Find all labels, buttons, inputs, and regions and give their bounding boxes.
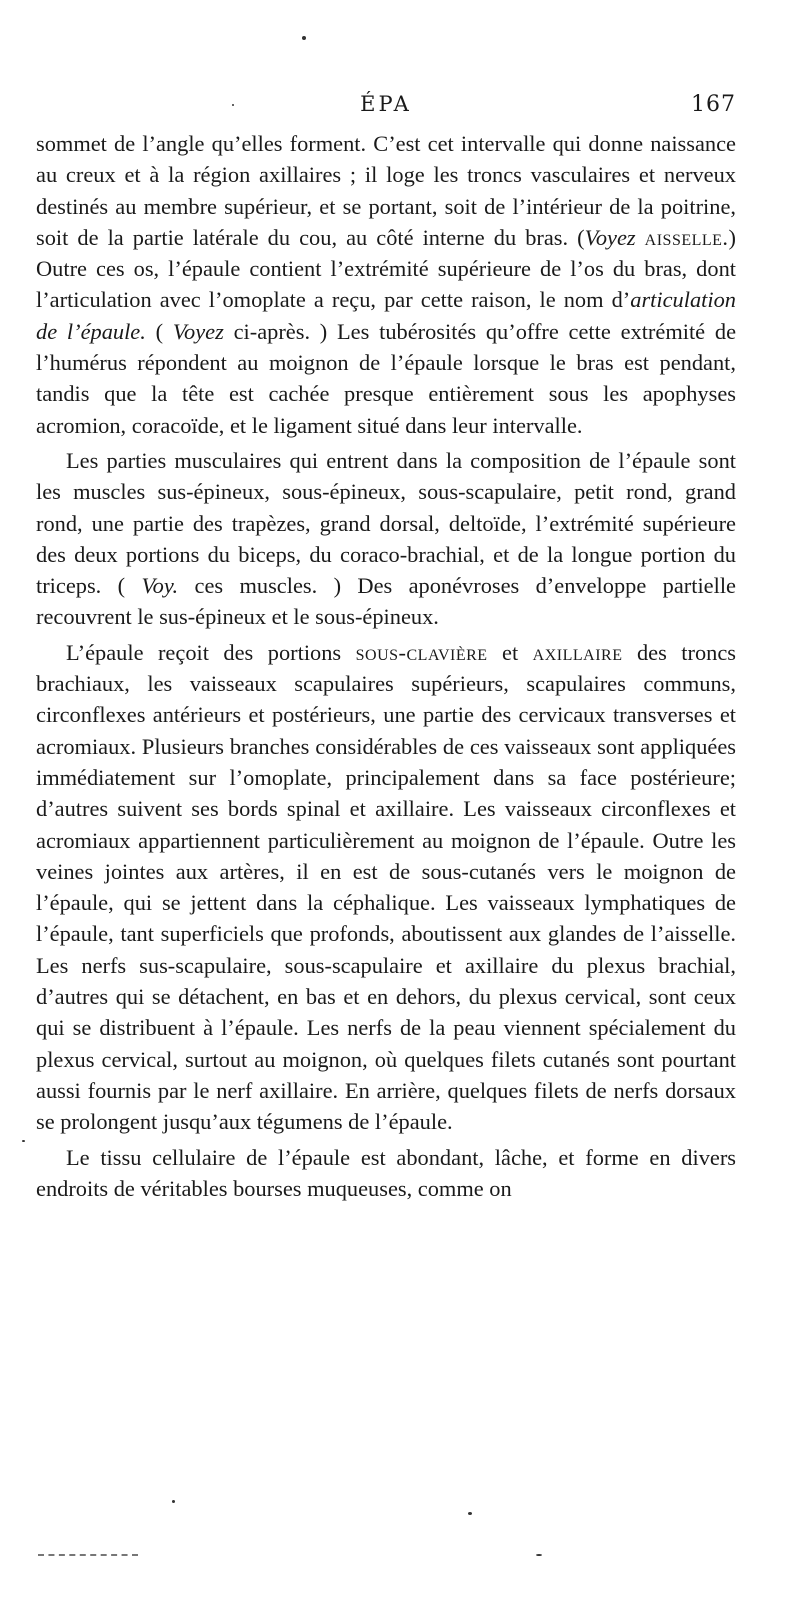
text-run: ces muscles. ) Des aponévroses d’enveloppe partielle recouvrent le sus-épineux et le sous-épineux. bbox=[36, 573, 736, 630]
running-head: ÉPA bbox=[360, 92, 412, 116]
footer-rule bbox=[38, 1554, 138, 1560]
text-run: et bbox=[487, 639, 533, 665]
ink-speck bbox=[172, 1500, 175, 1503]
text-run: Les parties musculaires qui entrent dans la composition de l’épaule sont les muscles sus-épineux, sous-épineux, sous-scapulaire, petit rond, grand rond, une partie des trapèzes, grand dorsal, deltoïde, l’extrémité supérieure des deux portions du biceps, du coraco-brachial, et de la longue portion du triceps. ( bbox=[36, 447, 736, 599]
paragraph bbox=[36, 128, 736, 441]
text-run: ci-après. ) Les tubérosités qu’offre cette extrémité de l’humérus répondent au moignon de l’épaule lorsque le bras est pendant, tandis que la tête est cachée presque entièrement sous les apophyses acromion, coracoïde, et le ligament situé dans leur intervalle. bbox=[36, 318, 737, 438]
italic-text: Voyez bbox=[584, 224, 636, 250]
ink-speck bbox=[536, 1554, 542, 1556]
small-caps-text: aisselle. bbox=[644, 224, 729, 250]
ink-speck bbox=[302, 36, 306, 40]
italic-text: articulation de l’épaule. bbox=[36, 287, 736, 344]
text-run bbox=[636, 225, 645, 250]
paragraph bbox=[36, 445, 736, 633]
text-run: Le tissu cellulaire de l’épaule est abondant, lâche, et forme en divers endroits de véritables bourses muqueuses, comme on bbox=[36, 1144, 736, 1201]
text-run: des troncs brachiaux, les vaisseaux scapulaires supérieurs, scapulaires communs, circonflexes antérieurs et postérieurs, une partie des cervicaux transverses et acromiaux. Plusieurs branches considérables de ces vaisseaux sont appliquées immédiatement sur l’omoplate, principalement dans sa face postérieure; d’autres suivent ses bords spinal et axillaire. Les vaisseaux circonflexes et acromiaux appartiennent particulièrement au moignon de l’épaule. Outre les veines jointes aux artères, il en est de sous-cutanés vers le moignon de l’épaule, qui se jettent dans la céphalique. Les vaisseaux lymphatiques de l’épaule, tant superficiels que profonds, aboutissent aux glandes de l’aisselle. Les nerfs sus-scapulaire, sous-scapulaire et axillaire du plexus brachial, d’autres qui se détachent, en bas et en dehors, du plexus cervical, sont ceux qui se distribuent à l’épaule. Les nerfs de la peau viennent spécialement du plexus cervical, surtout au moignon, où quelques filets cutanés sont pourtant aussi fournis par le nerf axillaire. En arrière, quelques filets de nerfs dorsaux se prolongent jusqu’aux tégumens de l’épaule. bbox=[36, 639, 737, 1135]
ink-speck bbox=[468, 1512, 472, 1515]
paragraph bbox=[36, 637, 736, 1138]
text-run: sommet de l’angle qu’elles forment. C’est cet intervalle qui donne naissance au creux et à la région axillaires ; il loge les troncs vasculaires et nerveux destinés au membre supérieur, et se portant, soit de l’intérieur de la poitrine, soit de la partie latérale du cou, au côté interne du bras. ( bbox=[36, 131, 736, 250]
ink-speck bbox=[22, 1140, 25, 1142]
italic-text: Voyez bbox=[172, 318, 224, 344]
small-caps-text: sous-clavière bbox=[355, 639, 488, 665]
text-run: ) Outre ces os, l’épaule contient l’extrémité supérieure de l’os du bras, dont l’articulation avec l’omoplate a reçu, par cette raison, le nom d’ bbox=[36, 224, 736, 313]
body-text bbox=[36, 128, 736, 1204]
page-header bbox=[36, 92, 736, 122]
text-run: L’épaule reçoit des portions bbox=[66, 639, 356, 665]
paragraph bbox=[36, 1142, 736, 1205]
italic-text: Voy. bbox=[141, 573, 179, 599]
page-number: 167 bbox=[691, 92, 736, 117]
small-caps-text: axillaire bbox=[532, 639, 623, 665]
text-run: ( bbox=[145, 318, 173, 344]
